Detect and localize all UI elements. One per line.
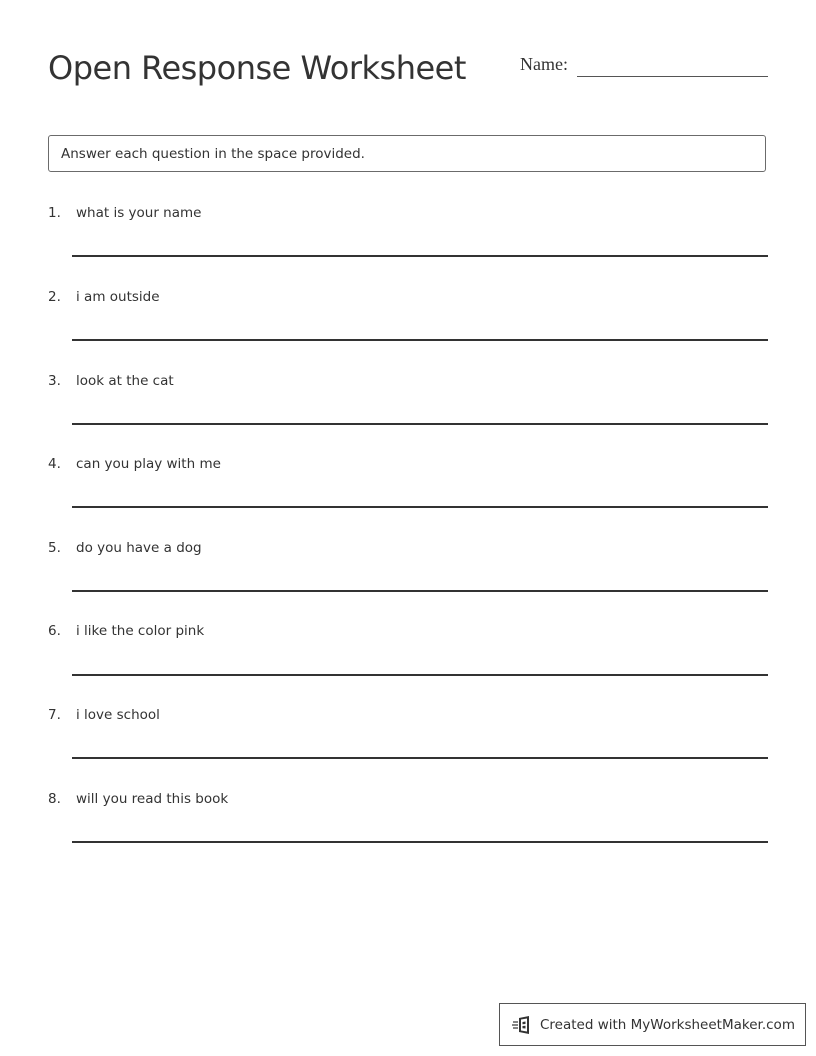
question-text: look at the cat xyxy=(76,373,174,389)
footer-credit-text[interactable]: Created with MyWorksheetMaker.com xyxy=(540,1016,795,1033)
footer-badge[interactable] xyxy=(499,1003,806,1046)
answer-line[interactable] xyxy=(72,506,768,508)
answer-line[interactable] xyxy=(72,339,768,341)
question-number: 5. xyxy=(48,540,61,556)
question-text: will you read this book xyxy=(76,791,229,807)
answer-line[interactable] xyxy=(72,255,768,257)
page-title: Open Response Worksheet xyxy=(48,49,466,87)
worksheet-maker-logo-icon xyxy=(512,1014,534,1036)
question-number: 2. xyxy=(48,289,61,305)
question-text: i like the color pink xyxy=(76,623,205,639)
answer-line[interactable] xyxy=(72,590,768,592)
question-number: 3. xyxy=(48,373,61,389)
question-text: i am outside xyxy=(76,289,160,305)
name-label: Name: xyxy=(520,54,568,74)
question-number: 4. xyxy=(48,456,61,472)
question-number: 1. xyxy=(48,205,61,221)
question-text: what is your name xyxy=(76,205,202,221)
question-number: 8. xyxy=(48,791,61,807)
question-text: i love school xyxy=(76,707,160,723)
question-number: 7. xyxy=(48,707,61,723)
answer-line[interactable] xyxy=(72,841,768,843)
instructions-box: Answer each question in the space provided. xyxy=(48,135,766,172)
answer-line[interactable] xyxy=(72,757,768,759)
question-number: 6. xyxy=(48,623,61,639)
question-text: do you have a dog xyxy=(76,540,202,556)
answer-line[interactable] xyxy=(72,423,768,425)
answer-line[interactable] xyxy=(72,674,768,676)
question-text: can you play with me xyxy=(76,456,221,472)
